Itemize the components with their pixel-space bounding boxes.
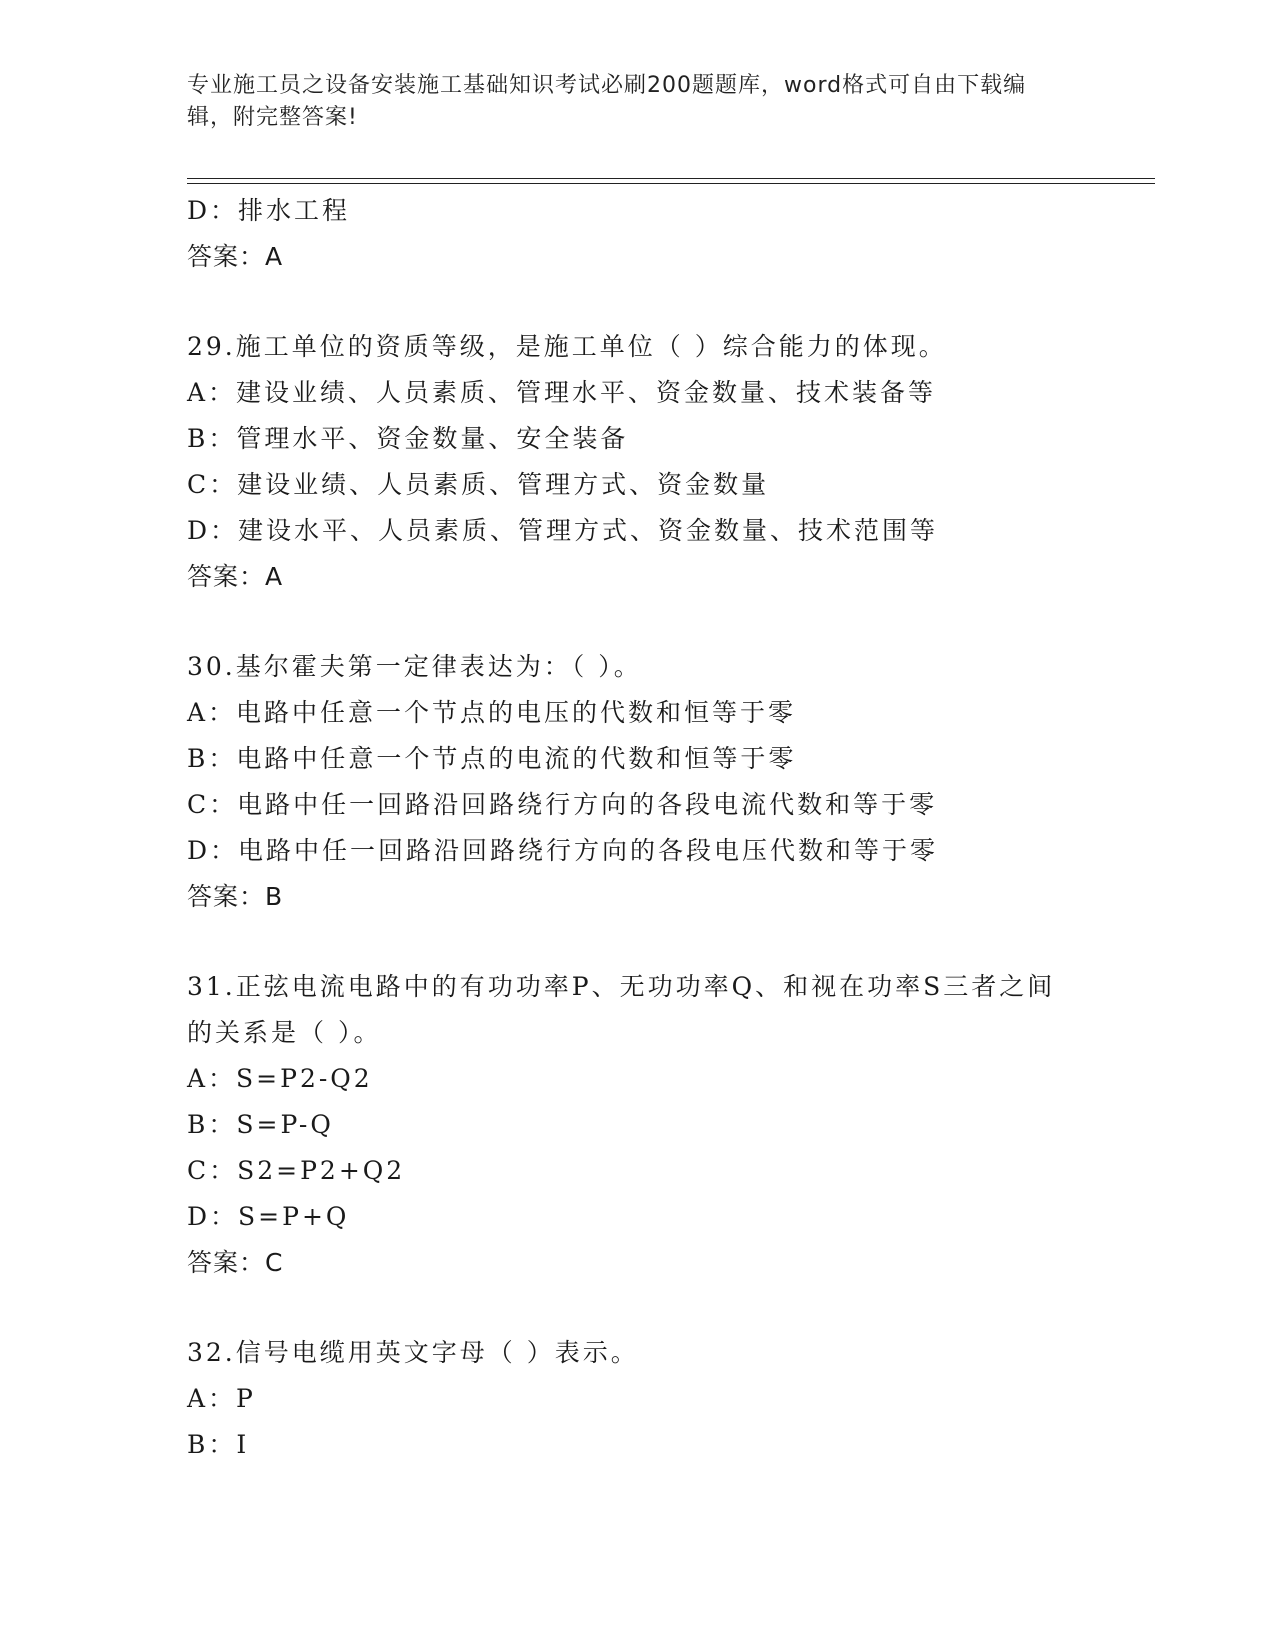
answer-line: 答案：C bbox=[187, 1248, 284, 1277]
header-rule-bottom bbox=[187, 183, 1155, 184]
option-b: B：管理水平、资金数量、安全装备 bbox=[187, 424, 629, 453]
answer-line: 答案：B bbox=[187, 882, 284, 911]
spacer bbox=[187, 600, 1155, 644]
question-31 bbox=[187, 964, 1155, 1286]
option-b: B：I bbox=[187, 1430, 250, 1459]
question-32 bbox=[187, 1330, 1155, 1468]
spacer bbox=[187, 280, 1155, 324]
option-a: A：S=P2-Q2 bbox=[187, 1064, 373, 1093]
option-d: D：电路中任一回路沿回路绕行方向的各段电压代数和等于零 bbox=[187, 836, 939, 865]
option-b: B：电路中任意一个节点的电流的代数和恒等于零 bbox=[187, 744, 797, 773]
option-b: B：S=P-Q bbox=[187, 1110, 334, 1139]
option-a: A：电路中任意一个节点的电压的代数和恒等于零 bbox=[187, 698, 797, 727]
spacer bbox=[187, 1286, 1155, 1330]
question-stem: 30.基尔霍夫第一定律表达为：（ ）。 bbox=[187, 652, 642, 681]
option-d: D：建设水平、人员素质、管理方式、资金数量、技术范围等 bbox=[187, 516, 939, 545]
option-d: D：S=P+Q bbox=[187, 1202, 350, 1231]
option-d: D：排水工程 bbox=[187, 196, 351, 225]
question-stem: 32.信号电缆用英文字母（ ）表示。 bbox=[187, 1338, 639, 1367]
option-c: C：建设业绩、人员素质、管理方式、资金数量 bbox=[187, 470, 770, 499]
question-continuation bbox=[187, 188, 1155, 280]
question-stem: 31.正弦电流电路中的有功功率P、无功功率Q、和视在功率S三者之间的关系是（ ）。 bbox=[187, 972, 1056, 1047]
question-stem: 29.施工单位的资质等级，是施工单位（ ）综合能力的体现。 bbox=[187, 332, 947, 361]
document-body bbox=[187, 188, 1155, 1468]
option-c: C：电路中任一回路沿回路绕行方向的各段电流代数和等于零 bbox=[187, 790, 938, 819]
spacer bbox=[187, 920, 1155, 964]
answer-line: 答案：A bbox=[187, 562, 284, 591]
option-a: A：P bbox=[187, 1384, 256, 1413]
document-header bbox=[187, 70, 1067, 134]
document-title: 专业施工员之设备安装施工基础知识考试必刷200题题库，word格式可自由下载编辑，附完整答案! bbox=[187, 73, 1027, 130]
question-30 bbox=[187, 644, 1155, 920]
header-rule-top bbox=[187, 178, 1155, 179]
option-a: A：建设业绩、人员素质、管理水平、资金数量、技术装备等 bbox=[187, 378, 937, 407]
option-c: C：S2=P2+Q2 bbox=[187, 1156, 406, 1185]
question-29 bbox=[187, 324, 1155, 600]
answer-line: 答案：A bbox=[187, 242, 284, 271]
